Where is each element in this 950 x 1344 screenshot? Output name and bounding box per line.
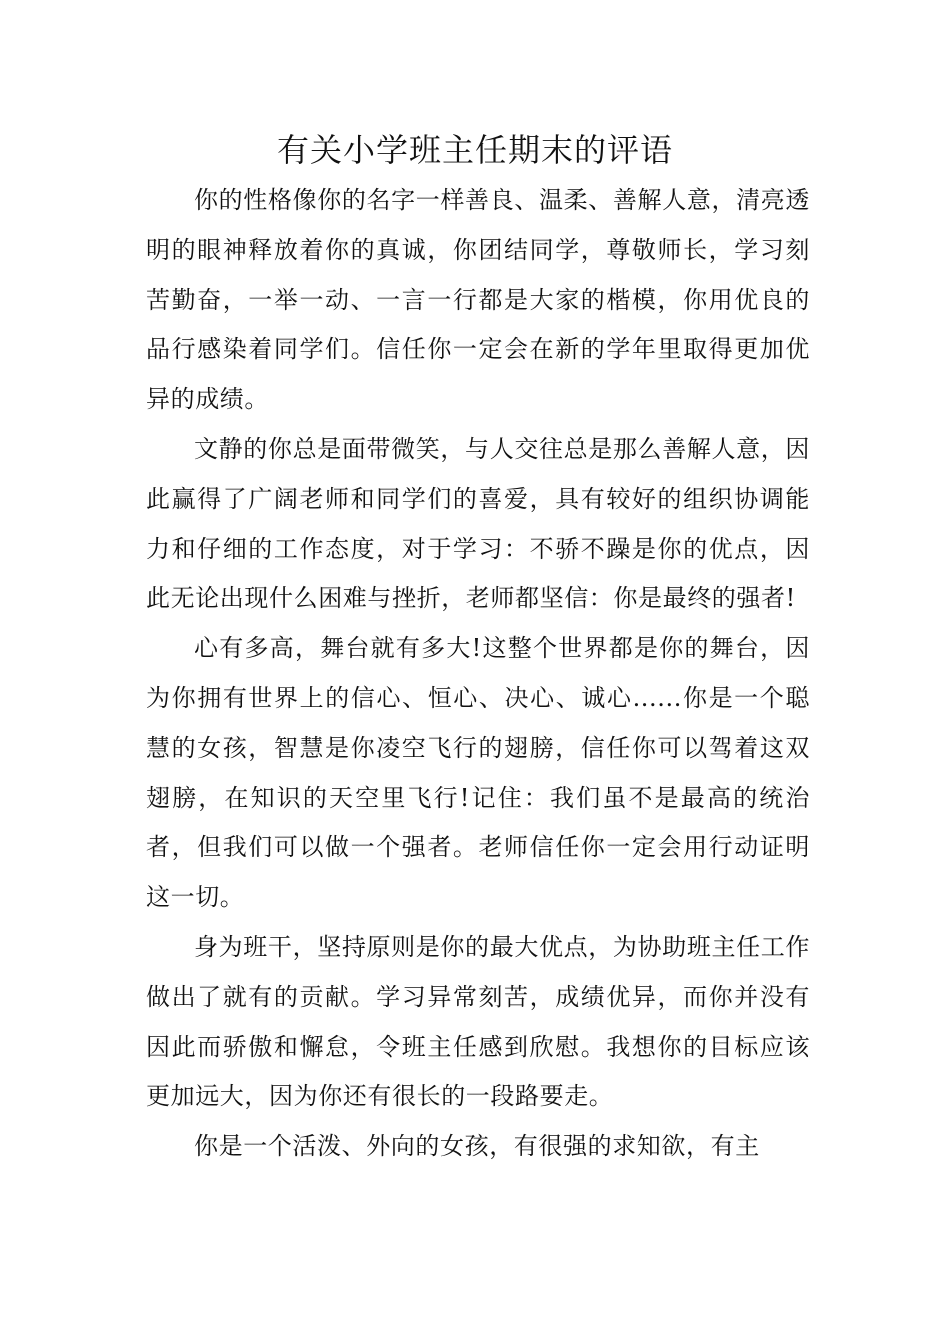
document-body [146,176,810,1172]
paragraph-1: 你的性格像你的名字一样善良、温柔、善解人意，清亮透明的眼神释放着你的真诚，你团结同学，尊敬师长，学习刻苦勤奋，一举一动、一言一行都是大家的楷模，你用优良的品行感染着同学们。信任你一定会在新的学年里取得更加优异的成绩。 [146,186,810,414]
paragraph-5: 你是一个活泼、外向的女孩，有很强的求知欲，有主 [194,1132,760,1161]
paragraph-2: 文静的你总是面带微笑，与人交往总是那么善解人意，因此赢得了广阔老师和同学们的喜爱，具有较好的组织协调能力和仔细的工作态度，对于学习：不骄不躁是你的优点，因此无论出现什么困难与挫折，老师都坚信：你是最终的强者! [146,434,810,613]
paragraph-4: 身为班干，坚持原则是你的最大优点，为协助班主任工作做出了就有的贡献。学习异常刻苦，成绩优异，而你并没有因此而骄傲和懈怠，令班主任感到欣慰。我想你的目标应该更加远大，因为你还有很长的一段路要走。 [146,932,810,1111]
paragraph-3: 心有多高，舞台就有多大!这整个世界都是你的舞台，因为你拥有世界上的信心、恒心、决心、诚心......你是一个聪慧的女孩，智慧是你凌空飞行的翅膀，信任你可以驾着这双翅膀，在知识的天空里飞行!记住：我们虽不是最高的统治者，但我们可以做一个强者。老师信任你一定会用行动证明这一切。 [146,634,810,912]
document-title: 有关小学班主任期末的评语 [276,131,673,169]
